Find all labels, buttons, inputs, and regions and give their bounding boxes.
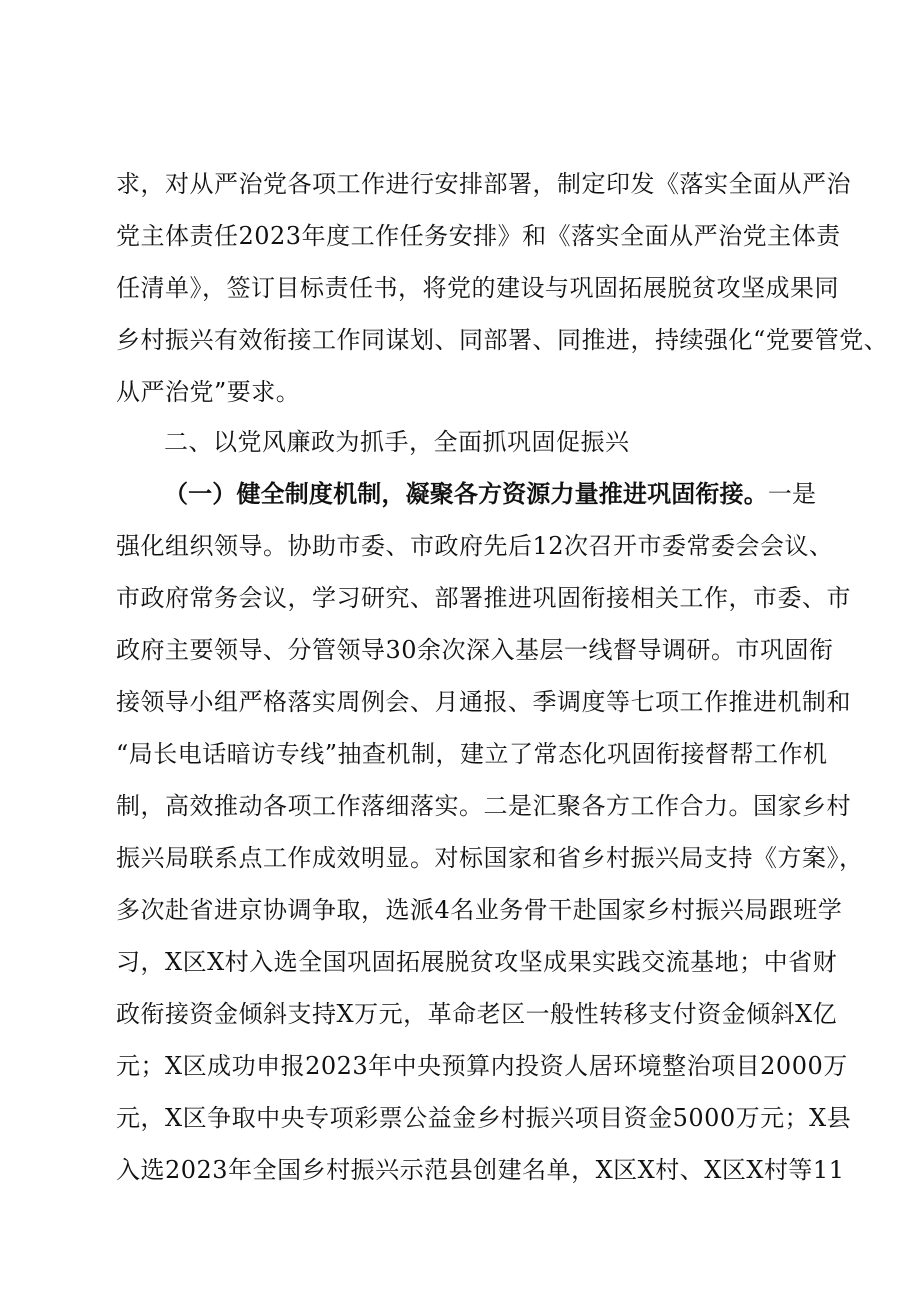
paragraph1-line-4: 乡村振兴有效衔接工作同谋划、同部署、同推进，持续强化“党要管党、 bbox=[116, 326, 889, 354]
paragraph2-first-line bbox=[164, 478, 816, 510]
paragraph2-line-13: 入选2023年全国乡村振兴示范县创建名单，X区X村、X区X村等11 bbox=[116, 1156, 845, 1184]
paragraph2-line-7: 振兴局联系点工作成效明显。对标国家和省乡村振兴局支持《方案》， bbox=[116, 844, 864, 872]
paragraph1-line-5: 从严治党”要求。 bbox=[116, 378, 301, 406]
section-heading: 二、以党风廉政为抓手，全面抓巩固促振兴 bbox=[164, 428, 630, 456]
paragraph2-line-11: 元；X区成功申报2023年中央预算内投资人居环境整治项目2000万 bbox=[116, 1052, 848, 1080]
paragraph2-line-9: 习，X区X村入选全国巩固拓展脱贫攻坚成果实践交流基地；中省财 bbox=[116, 948, 838, 976]
paragraph1-line-3: 任清单》，签订目标责任书，将党的建设与巩固拓展脱贫攻坚成果同 bbox=[116, 274, 839, 302]
paragraph2-line-1: 强化组织领导。协助市委、市政府先后12次召开市委常委会会议、 bbox=[116, 532, 834, 560]
paragraph2-line-12: 元，X区争取中央专项彩票公益金乡村振兴项目资金5000万元；X县 bbox=[116, 1104, 852, 1132]
paragraph1-line-1: 求，对从严治党各项工作进行安排部署，制定印发《落实全面从严治 bbox=[116, 170, 851, 198]
paragraph2-line-5: “局长电话暗访专线”抽查机制，建立了常态化巩固衔接督帮工作机 bbox=[116, 740, 828, 768]
paragraph2-line-4: 接领导小组严格落实周例会、月通报、季调度等七项工作推进机制和 bbox=[116, 688, 851, 716]
paragraph2-lead-rest: 一是 bbox=[767, 480, 817, 508]
paragraph1-line-2: 党主体责任2023年度工作任务安排》和《落实全面从严治党主体责 bbox=[116, 222, 841, 250]
paragraph2-line-8: 多次赴省进京协调争取，选派4名业务骨干赴国家乡村振兴局跟班学 bbox=[116, 896, 843, 924]
paragraph2-line-3: 政府主要领导、分管领导30余次深入基层一线督导调研。市巩固衔 bbox=[116, 636, 834, 664]
paragraph2-line-10: 政衔接资金倾斜支持X万元，革命老区一般性转移支付资金倾斜X亿 bbox=[116, 1000, 838, 1028]
paragraph2-lead-bold: （一）健全制度机制，凝聚各方资源力量推进巩固衔接。 bbox=[164, 479, 768, 508]
paragraph2-line-2: 市政府常务会议，学习研究、部署推进巩固衔接相关工作，市委、市 bbox=[116, 584, 851, 612]
paragraph2-line-6: 制，高效推动各项工作落细落实。二是汇聚各方工作合力。国家乡村 bbox=[116, 792, 851, 820]
